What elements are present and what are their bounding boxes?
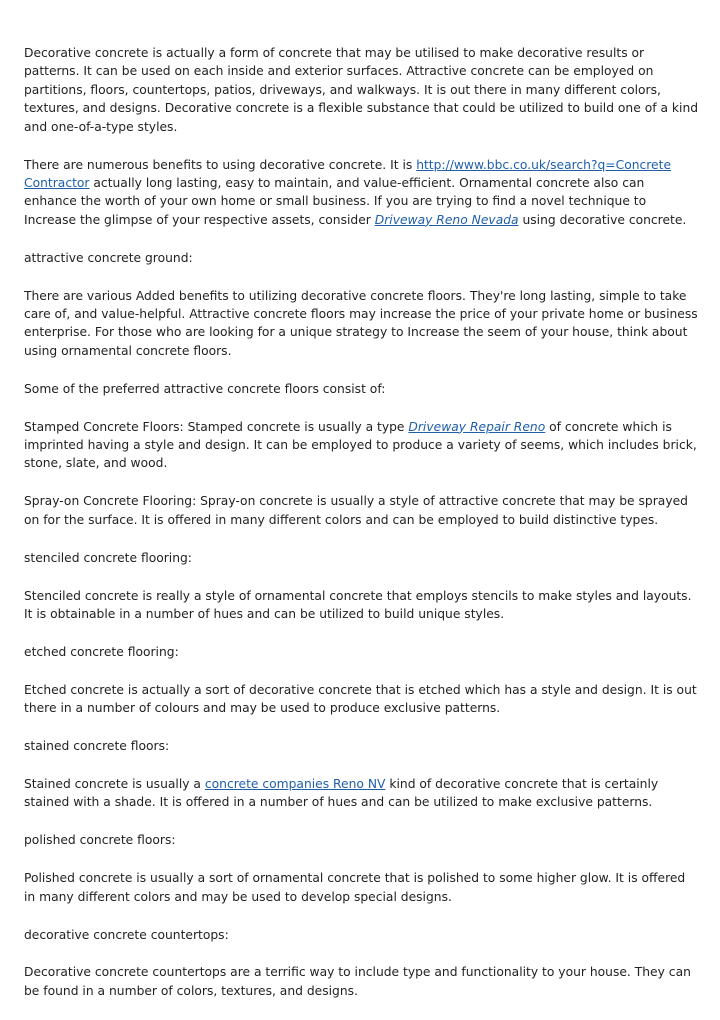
link-concrete-contractor-search[interactable]: http://www.bbc.co.uk/search?q=Concrete Contractor: [24, 157, 672, 190]
link-driveway-repair-reno[interactable]: Driveway Repair Reno: [408, 419, 546, 434]
heading-etched-concrete: etched concrete flooring:: [24, 644, 179, 659]
paragraph-stamped-concrete: [24, 418, 700, 473]
heading-preferred-floors: Some of the preferred attractive concrete floors consist of:: [24, 381, 386, 396]
heading-decorative-countertops: decorative concrete countertops:: [24, 927, 229, 942]
heading-attractive-concrete-ground: attractive concrete ground:: [24, 250, 193, 265]
text-segment: Stamped Concrete Floors: Stamped concrete is usually a type: [24, 419, 409, 434]
text-segment: actually long lasting, easy to maintain, and value-efficient. Ornamental concrete also can enhance the worth of your own home or small business. If you are trying to find a novel technique to Increase the glimpse of your respective assets, consider: [24, 175, 647, 227]
paragraph-floor-benefits: There are various Added benefits to utilizing decorative concrete floors. They're long lasting, simple to take care of, and value-helpful. Attractive concrete floors may increase the price of your private home or business enterprise. For those who are looking for a unique strategy to Increase the seem of your house, think about using ornamental concrete floors.: [24, 288, 698, 358]
document-body: [24, 44, 700, 1020]
heading-polished-concrete: polished concrete floors:: [24, 833, 176, 848]
text-segment: of concrete which is imprinted having a style and design. It can be employed to produce a variety of seems, which includes brick, stone, slate, and wood.: [24, 419, 697, 471]
text-segment: using decorative concrete.: [518, 212, 687, 227]
paragraph-polished-concrete: Polished concrete is usually a sort of ornamental concrete that is polished to some higher glow. It is offered in many different colors and may be used to develop special designs.: [24, 871, 686, 904]
link-concrete-companies-reno[interactable]: concrete companies Reno NV: [204, 776, 386, 791]
text-segment: Stained concrete is usually a: [24, 776, 205, 791]
heading-stained-concrete: stained concrete floors:: [24, 739, 170, 754]
link-driveway-reno-nevada[interactable]: Driveway Reno Nevada: [374, 212, 519, 227]
text-segment: kind of decorative concrete that is certainly stained with a shade. It is offered in a number of hues and can be utilized to make exclusive patterns.: [24, 776, 659, 810]
heading-stenciled-concrete: stenciled concrete flooring:: [24, 550, 192, 565]
paragraph-decorative-countertops: Decorative concrete countertops are a terrific way to include type and functionality to your house. They can be found in a number of colors, textures, and designs.: [24, 965, 691, 998]
paragraph-intro: Decorative concrete is actually a form of concrete that may be utilised to make decorative results or patterns. It can be used on each inside and exterior surfaces. Attractive concrete can be employed on partitions, floors, countertops, patios, driveways, and walkways. It is out there in many different colors, textures, and designs. Decorative concrete is a flexible substance that could be utilized to build one of a kind and one-of-a-type styles.: [24, 46, 699, 134]
paragraph-stained-concrete: [24, 775, 700, 812]
paragraph-spray-on-concrete: Spray-on Concrete Flooring: Spray-on concrete is usually a style of attractive concrete that may be sprayed on for the surface. It is offered in many different colors and can be employed to build distinctive types.: [24, 494, 688, 527]
paragraph-benefits: [24, 156, 700, 230]
text-segment: There are numerous benefits to using decorative concrete. It is: [24, 157, 417, 172]
paragraph-etched-concrete: Etched concrete is actually a sort of decorative concrete that is etched which has a style and design. It is out there in a number of colours and may be used to produce exclusive patterns.: [24, 682, 697, 716]
paragraph-stenciled-concrete: Stenciled concrete is really a style of ornamental concrete that employs stencils to make styles and layouts. It is obtainable in a number of hues and can be utilized to build unique styles.: [24, 588, 692, 621]
